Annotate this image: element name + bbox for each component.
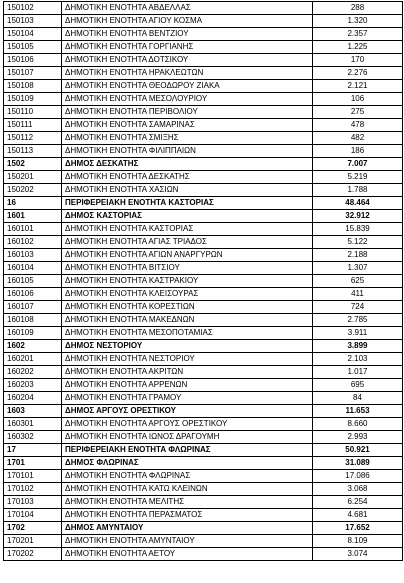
table-row [4,431,403,444]
name-cell: ΔΗΜΟΤΙΚΗ ΕΝΟΤΗΤΑ ΜΕΣΟΠΟΤΑΜΙΑΣ [62,327,313,340]
code-cell: 170104 [4,509,62,522]
code-cell: 160101 [4,223,62,236]
name-cell: ΔΗΜΟΤΙΚΗ ΕΝΟΤΗΤΑ ΠΕΡΙΒΟΛΙΟΥ [62,106,313,119]
name-cell: ΔΗΜΟΤΙΚΗ ΕΝΟΤΗΤΑ ΑΜΥΝΤΑΙΟΥ [62,535,313,548]
code-cell: 150202 [4,184,62,197]
code-cell: 160302 [4,431,62,444]
table-row-total [4,340,403,353]
table-row-total [4,444,403,457]
name-cell: ΔΗΜΟΣ ΔΕΣΚΑΤΗΣ [62,158,313,171]
value-cell: 2.993 [313,431,403,444]
value-cell: 8.660 [313,418,403,431]
name-cell: ΔΗΜΟΤΙΚΗ ΕΝΟΤΗΤΑ ΑΡΡΕΝΩΝ [62,379,313,392]
table-row [4,28,403,41]
value-cell: 3.899 [313,340,403,353]
code-cell: 160106 [4,288,62,301]
value-cell: 8.109 [313,535,403,548]
code-cell: 1603 [4,405,62,418]
table-row [4,249,403,262]
value-cell: 1.320 [313,15,403,28]
name-cell: ΔΗΜΟΤΙΚΗ ΕΝΟΤΗΤΑ ΣΜΙΞΗΣ [62,132,313,145]
name-cell: ΔΗΜΟΤΙΚΗ ΕΝΟΤΗΤΑ ΑΓΙΑΣ ΤΡΙΑΔΟΣ [62,236,313,249]
value-cell: 4.681 [313,509,403,522]
value-cell: 411 [313,288,403,301]
name-cell: ΔΗΜΟΤΙΚΗ ΕΝΟΤΗΤΑ ΚΟΡΕΣΤΙΩΝ [62,301,313,314]
code-cell: 160104 [4,262,62,275]
value-cell: 2.121 [313,80,403,93]
code-cell: 1702 [4,522,62,535]
name-cell: ΔΗΜΟΤΙΚΗ ΕΝΟΤΗΤΑ ΙΩΝΟΣ ΔΡΑΓΟΥΜΗ [62,431,313,444]
code-cell: 150111 [4,119,62,132]
value-cell: 482 [313,132,403,145]
name-cell: ΔΗΜΟΤΙΚΗ ΕΝΟΤΗΤΑ ΑΒΔΕΛΛΑΣ [62,2,313,15]
name-cell: ΔΗΜΟΣ ΦΛΩΡΙΝΑΣ [62,457,313,470]
table-row [4,80,403,93]
value-cell: 1.307 [313,262,403,275]
name-cell: ΔΗΜΟΤΙΚΗ ΕΝΟΤΗΤΑ ΑΡΓΟΥΣ ΟΡΕΣΤΙΚΟΥ [62,418,313,431]
name-cell: ΔΗΜΟΤΙΚΗ ΕΝΟΤΗΤΑ ΜΕΛΙΤΗΣ [62,496,313,509]
code-cell: 150107 [4,67,62,80]
code-cell: 160103 [4,249,62,262]
code-cell: 150102 [4,2,62,15]
table-row [4,41,403,54]
value-cell: 84 [313,392,403,405]
value-cell: 48.464 [313,197,403,210]
code-cell: 1601 [4,210,62,223]
name-cell: ΔΗΜΟΤΙΚΗ ΕΝΟΤΗΤΑ ΗΡΑΚΛΕΩΤΩΝ [62,67,313,80]
code-cell: 160107 [4,301,62,314]
name-cell: ΔΗΜΟΤΙΚΗ ΕΝΟΤΗΤΑ ΘΕΟΔΩΡΟΥ ΖΙΑΚΑ [62,80,313,93]
table-row [4,509,403,522]
code-cell: 160109 [4,327,62,340]
name-cell: ΔΗΜΟΤΙΚΗ ΕΝΟΤΗΤΑ ΜΕΣΟΛΟΥΡΙΟΥ [62,93,313,106]
table-row [4,145,403,158]
table-row [4,535,403,548]
code-cell: 150103 [4,15,62,28]
table-row-total [4,210,403,223]
value-cell: 3.911 [313,327,403,340]
value-cell: 50.921 [313,444,403,457]
value-cell: 625 [313,275,403,288]
name-cell: ΔΗΜΟΤΙΚΗ ΕΝΟΤΗΤΑ ΚΑΣΤΟΡΙΑΣ [62,223,313,236]
table-row-total [4,522,403,535]
value-cell: 1.017 [313,366,403,379]
name-cell: ΠΕΡΙΦΕΡΕΙΑΚΗ ΕΝΟΤΗΤΑ ΦΛΩΡΙΝΑΣ [62,444,313,457]
table-row [4,483,403,496]
name-cell: ΔΗΜΟΣ ΝΕΣΤΟΡΙΟΥ [62,340,313,353]
value-cell: 275 [313,106,403,119]
value-cell: 5.219 [313,171,403,184]
table-row-total [4,405,403,418]
table-row [4,275,403,288]
value-cell: 6.254 [313,496,403,509]
name-cell: ΠΕΡΙΦΕΡΕΙΑΚΗ ΕΝΟΤΗΤΑ ΚΑΣΤΟΡΙΑΣ [62,197,313,210]
value-cell: 1.225 [313,41,403,54]
value-cell: 106 [313,93,403,106]
table-row [4,132,403,145]
value-cell: 2.188 [313,249,403,262]
name-cell: ΔΗΜΟΤΙΚΗ ΕΝΟΤΗΤΑ ΑΕΤΟΥ [62,548,313,561]
code-cell: 1502 [4,158,62,171]
population-table-page [3,1,402,561]
value-cell: 31.089 [313,457,403,470]
name-cell: ΔΗΜΟΤΙΚΗ ΕΝΟΤΗΤΑ ΔΟΤΣΙΚΟΥ [62,54,313,67]
value-cell: 478 [313,119,403,132]
name-cell: ΔΗΜΟΤΙΚΗ ΕΝΟΤΗΤΑ ΚΛΕΙΣΟΥΡΑΣ [62,288,313,301]
table-row [4,301,403,314]
code-cell: 160102 [4,236,62,249]
code-cell: 160204 [4,392,62,405]
table-row [4,366,403,379]
code-cell: 150106 [4,54,62,67]
code-cell: 160108 [4,314,62,327]
value-cell: 15.839 [313,223,403,236]
value-cell: 17.652 [313,522,403,535]
name-cell: ΔΗΜΟΤΙΚΗ ΕΝΟΤΗΤΑ ΧΑΣΙΩΝ [62,184,313,197]
table-row [4,379,403,392]
code-cell: 150105 [4,41,62,54]
table-row [4,496,403,509]
value-cell: 2.785 [313,314,403,327]
value-cell: 186 [313,145,403,158]
name-cell: ΔΗΜΟΣ ΑΡΓΟΥΣ ΟΡΕΣΤΙΚΟΥ [62,405,313,418]
code-cell: 170103 [4,496,62,509]
table-row-total [4,457,403,470]
value-cell: 724 [313,301,403,314]
name-cell: ΔΗΜΟΤΙΚΗ ΕΝΟΤΗΤΑ ΣΑΜΑΡΙΝΑΣ [62,119,313,132]
code-cell: 150113 [4,145,62,158]
name-cell: ΔΗΜΟΤΙΚΗ ΕΝΟΤΗΤΑ ΓΟΡΓΙΑΝΗΣ [62,41,313,54]
table-row [4,2,403,15]
code-cell: 170102 [4,483,62,496]
name-cell: ΔΗΜΟΤΙΚΗ ΕΝΟΤΗΤΑ ΒΙΤΣΙΟΥ [62,262,313,275]
value-cell: 5.122 [313,236,403,249]
table-row [4,470,403,483]
value-cell: 3.068 [313,483,403,496]
value-cell: 3.074 [313,548,403,561]
name-cell: ΔΗΜΟΣ ΚΑΣΤΟΡΙΑΣ [62,210,313,223]
name-cell: ΔΗΜΟΤΙΚΗ ΕΝΟΤΗΤΑ ΚΑΣΤΡΑΚΙΟΥ [62,275,313,288]
table-row [4,93,403,106]
value-cell: 11.653 [313,405,403,418]
name-cell: ΔΗΜΟΤΙΚΗ ΕΝΟΤΗΤΑ ΑΓΙΩΝ ΑΝΑΡΓΥΡΩΝ [62,249,313,262]
code-cell: 1602 [4,340,62,353]
value-cell: 2.276 [313,67,403,80]
name-cell: ΔΗΜΟΤΙΚΗ ΕΝΟΤΗΤΑ ΠΕΡΑΣΜΑΤΟΣ [62,509,313,522]
table-body [4,2,403,561]
table-row-total [4,158,403,171]
table-row [4,314,403,327]
code-cell: 16 [4,197,62,210]
code-cell: 160202 [4,366,62,379]
table-row [4,353,403,366]
table-row [4,106,403,119]
code-cell: 150110 [4,106,62,119]
table-row [4,327,403,340]
value-cell: 32.912 [313,210,403,223]
code-cell: 1701 [4,457,62,470]
population-table [3,1,403,561]
code-cell: 170101 [4,470,62,483]
name-cell: ΔΗΜΟΤΙΚΗ ΕΝΟΤΗΤΑ ΦΙΛΙΠΠΑΙΩΝ [62,145,313,158]
table-row [4,54,403,67]
table-row [4,262,403,275]
table-row [4,184,403,197]
table-row [4,119,403,132]
code-cell: 160201 [4,353,62,366]
code-cell: 160301 [4,418,62,431]
name-cell: ΔΗΜΟΤΙΚΗ ΕΝΟΤΗΤΑ ΑΓΙΟΥ ΚΟΣΜΑ [62,15,313,28]
name-cell: ΔΗΜΟΤΙΚΗ ΕΝΟΤΗΤΑ ΒΕΝΤΖΙΟΥ [62,28,313,41]
code-cell: 170202 [4,548,62,561]
code-cell: 170201 [4,535,62,548]
name-cell: ΔΗΜΟΤΙΚΗ ΕΝΟΤΗΤΑ ΝΕΣΤΟΡΙΟΥ [62,353,313,366]
value-cell: 170 [313,54,403,67]
name-cell: ΔΗΜΟΤΙΚΗ ΕΝΟΤΗΤΑ ΓΡΑΜΟΥ [62,392,313,405]
code-cell: 160105 [4,275,62,288]
table-row [4,236,403,249]
table-row-total [4,197,403,210]
table-row [4,392,403,405]
value-cell: 2.103 [313,353,403,366]
table-row [4,548,403,561]
value-cell: 7.007 [313,158,403,171]
name-cell: ΔΗΜΟΤΙΚΗ ΕΝΟΤΗΤΑ ΔΕΣΚΑΤΗΣ [62,171,313,184]
name-cell: ΔΗΜΟΤΙΚΗ ΕΝΟΤΗΤΑ ΑΚΡΙΤΩΝ [62,366,313,379]
name-cell: ΔΗΜΟΤΙΚΗ ΕΝΟΤΗΤΑ ΦΛΩΡΙΝΑΣ [62,470,313,483]
code-cell: 17 [4,444,62,457]
table-row [4,171,403,184]
name-cell: ΔΗΜΟΤΙΚΗ ΕΝΟΤΗΤΑ ΚΑΤΩ ΚΛΕΙΝΩΝ [62,483,313,496]
table-row [4,223,403,236]
name-cell: ΔΗΜΟΣ ΑΜΥΝΤΑΙΟΥ [62,522,313,535]
code-cell: 160203 [4,379,62,392]
name-cell: ΔΗΜΟΤΙΚΗ ΕΝΟΤΗΤΑ ΜΑΚΕΔΝΩΝ [62,314,313,327]
table-row [4,288,403,301]
code-cell: 150109 [4,93,62,106]
code-cell: 150201 [4,171,62,184]
code-cell: 150104 [4,28,62,41]
code-cell: 150112 [4,132,62,145]
value-cell: 17.086 [313,470,403,483]
table-row [4,15,403,28]
value-cell: 288 [313,2,403,15]
code-cell: 150108 [4,80,62,93]
table-row [4,67,403,80]
value-cell: 1.788 [313,184,403,197]
table-row [4,418,403,431]
value-cell: 695 [313,379,403,392]
value-cell: 2.357 [313,28,403,41]
